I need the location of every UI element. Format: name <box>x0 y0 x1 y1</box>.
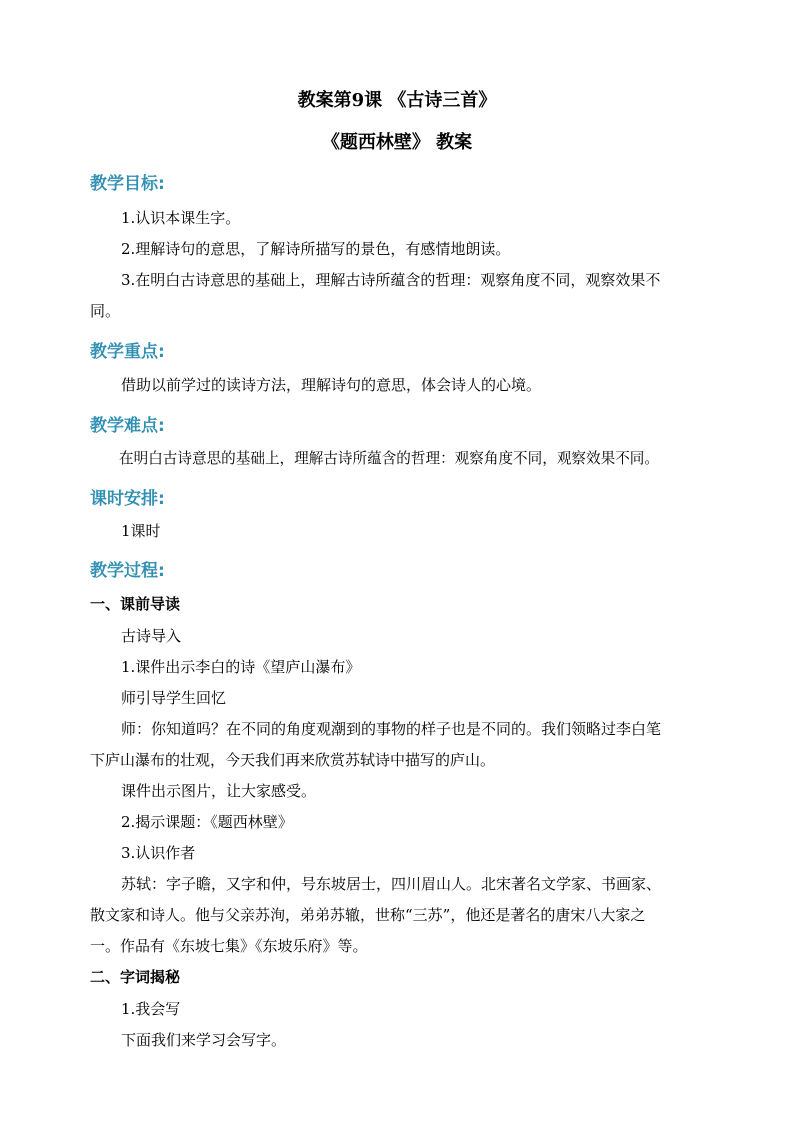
paragraph-line: 一。作品有《东坡七集》《东坡乐府》等。 <box>90 937 368 955</box>
goal-item: 同。 <box>90 302 121 320</box>
document-title: 教案第9课 《古诗三首》 <box>297 90 497 111</box>
key-points-heading: 教学重点: <box>90 342 165 362</box>
document-subtitle: 《题西林壁》 教案 <box>321 132 473 153</box>
goals-heading: 教学目标: <box>90 174 165 194</box>
section-heading: 一、课前导读 <box>90 595 181 613</box>
paragraph-line: 下面我们来学习会写字。 <box>121 1031 287 1049</box>
paragraph-line: 苏轼：字子瞻，又字和仲，号东坡居士，四川眉山人。北宋著名文学家、书画家、 <box>121 875 662 893</box>
paragraph-line: 1.我会写 <box>121 1000 181 1018</box>
paragraph-line: 师：你知道吗？在不同的角度观潮到的事物的样子也是不同的。我们领略过李白笔 <box>121 720 662 738</box>
schedule-text: 1课时 <box>121 522 161 540</box>
goal-item: 3.在明白古诗意思的基础上，理解古诗所蕴含的哲理：观察角度不同，观察效果不 <box>121 271 661 289</box>
goal-item: 1.认识本课生字。 <box>121 209 241 227</box>
paragraph-line: 3.认识作者 <box>121 844 196 862</box>
schedule-heading: 课时安排: <box>90 489 165 509</box>
process-heading: 教学过程: <box>90 561 165 581</box>
goal-item: 2.理解诗句的意思，了解诗所描写的景色，有感情地朗读。 <box>121 240 511 258</box>
paragraph-line: 1.课件出示李白的诗《望庐山瀑布》 <box>121 658 361 676</box>
paragraph-line: 课件出示图片，让大家感受。 <box>121 782 317 800</box>
paragraph-line: 古诗导入 <box>121 627 182 645</box>
difficulties-heading: 教学难点: <box>90 416 165 436</box>
section-heading: 二、字词揭秘 <box>90 968 181 986</box>
paragraph-line: 下庐山瀑布的壮观，今天我们再来欣赏苏轼诗中描写的庐山。 <box>90 751 496 769</box>
paragraph-line: 散文家和诗人。他与父亲苏洵，弟弟苏辙，世称“三苏”，他还是著名的唐宋八大家之 <box>90 906 646 924</box>
difficulties-text: 在明白古诗意思的基础上，理解古诗所蕴含的哲理：观察角度不同，观察效果不同。 <box>119 450 659 467</box>
key-points-text: 借助以前学过的读诗方法，理解诗句的意思，体会诗人的心境。 <box>121 376 542 394</box>
paragraph-line: 师引导学生回忆 <box>121 689 227 707</box>
paragraph-line: 2.揭示课题：《题西林壁》 <box>121 813 293 831</box>
